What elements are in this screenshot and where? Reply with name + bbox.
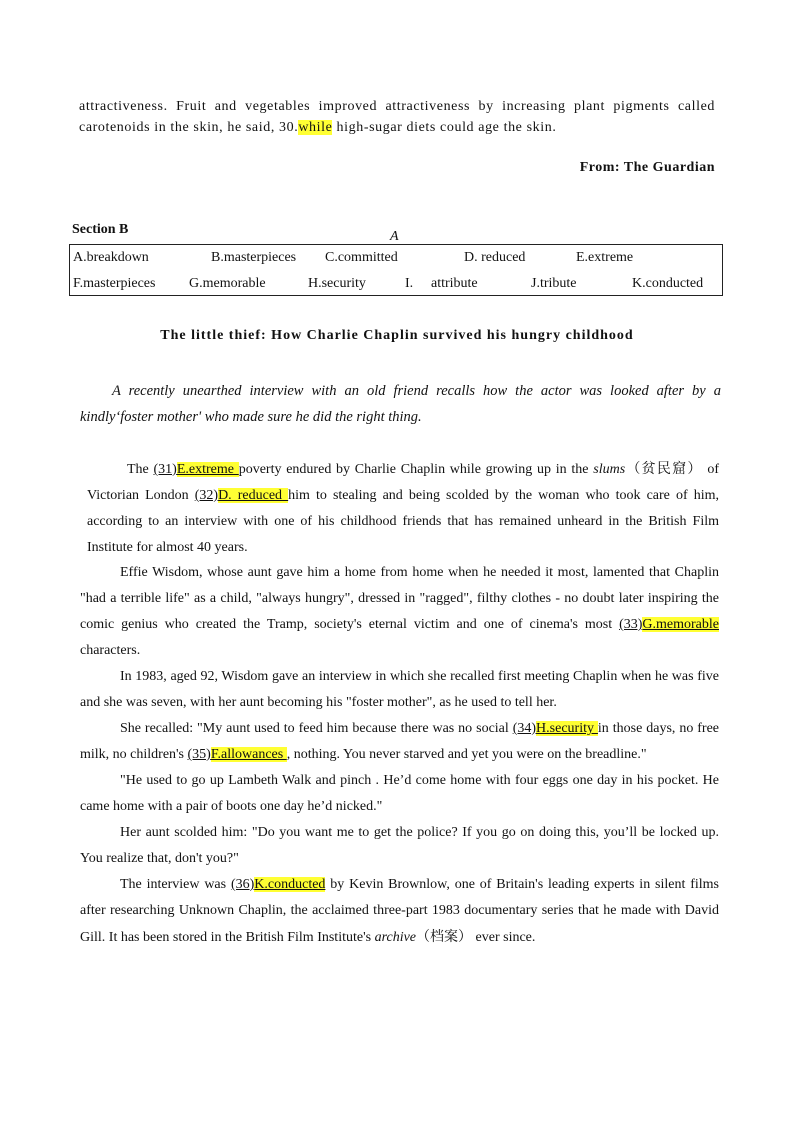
answer-36: K.conducted [254, 877, 326, 892]
paragraph-3: In 1983, aged 92, Wisdom gave an interview in which she recalled first meeting Chaplin when he was five and she was seven, with her aunt becoming his "foster mother", as he used to tell her. [80, 669, 719, 710]
section-letter: A [390, 229, 399, 244]
answer-31: E.extreme [176, 462, 239, 477]
option-f: F.masterpieces [73, 276, 156, 291]
option-d: D. reduced [464, 250, 526, 265]
blank-32-number: (32) [194, 488, 219, 503]
p1-text-c: of Victorian London [87, 462, 720, 503]
option-g: G.memorable [189, 276, 266, 291]
article-body [80, 560, 719, 951]
answer-30: while [298, 120, 333, 135]
blank-34-number: (34) [512, 721, 537, 736]
blank-31-number: (31) [153, 462, 177, 477]
blank-35-number: (35) [187, 747, 211, 762]
paragraph-5: "He used to go up Lambeth Walk and pinch . He’d come home with four eggs one day in his pocket. He came home with a pair of boots one day he’d nicked." [80, 773, 719, 814]
word-archive: archive [374, 930, 417, 945]
blank-36-number: (36) [230, 877, 255, 892]
option-i-word: attribute [431, 276, 478, 291]
archive-translation: （档案） [416, 929, 473, 945]
paragraph-1 [87, 456, 719, 561]
p1-text-d: him to stealing and being scolded by the woman who took care of him, according to an interview with one of his childhood friends that has remained unheard in the British Film Institute for almost 40 years. [87, 488, 719, 555]
top-text-before: attractiveness. Fruit and vegetables improved attractiveness by increasing plant pigments called carotenoids in the skin, he said, 30. [79, 99, 715, 135]
paragraph-4 [80, 716, 719, 768]
p1-text-a: The [127, 462, 154, 477]
source-credit: From: The Guardian [579, 160, 715, 175]
blank-33-number: (33) [619, 617, 643, 632]
article-intro: A recently unearthed interview with an old friend recalls how the actor was looked after by a kindly‘foster mother' who made sure he did the right thing. [80, 383, 721, 425]
answer-34: H.security [536, 721, 598, 736]
option-k: K.conducted [632, 276, 704, 291]
option-i: I. [405, 276, 414, 291]
p7-text-a: The interview was [120, 877, 231, 892]
answer-35: F.allowances [210, 747, 287, 762]
top-paragraph [79, 96, 715, 138]
paragraph-7 [80, 872, 719, 951]
answer-32: D. reduced [218, 488, 289, 503]
p2-text-a: Effie Wisdom, whose aunt gave him a home from home when he needed it most, lamented that Chaplin "had a terrible life" as a child, "always hungry", dressed in "ragged", filthy clothes - no doubt later inspiring the comic genius who created the Tramp, society's eternal victim and one of cinema's most [80, 565, 719, 632]
word-slums: slums [593, 462, 626, 477]
p2-text-b: characters. [80, 643, 141, 658]
option-j: J.tribute [531, 276, 577, 291]
word-bank-box [69, 244, 723, 296]
p7-text-b: by Kevin Brownlow, one of Britain's leading experts in silent films after researching Unknown Chaplin, the acclaimed three-part 1983 documentary series that he made with David Gill. It has been stored in the British Film Institute's [80, 877, 719, 945]
p1-text-b: poverty endured by Charlie Chaplin while growing up in the [238, 462, 594, 477]
p4-text-b: in those days, no free milk, no children's [80, 721, 720, 762]
section-label: Section B [72, 222, 129, 237]
option-c: C.committed [325, 250, 398, 265]
option-a: A.breakdown [73, 250, 149, 265]
article-title: The little thief: How Charlie Chaplin survived his hungry childhood [160, 328, 634, 343]
paragraph-6: Her aunt scolded him: "Do you want me to get the police? If you go on doing this, you’ll be locked up. You realize that, don't you?" [80, 825, 719, 866]
p7-text-c: ever since. [472, 930, 536, 945]
p4-text-a: She recalled: "My aunt used to feed him because there was no social [120, 721, 513, 736]
option-e: E.extreme [576, 250, 634, 265]
option-b: B.masterpieces [211, 250, 297, 265]
p4-text-c: , nothing. You never starved and yet you were on the breadline." [286, 747, 647, 762]
answer-33: G.memorable [642, 617, 719, 632]
slums-translation: （贫民窟） [625, 461, 703, 477]
paragraph-2 [80, 560, 719, 664]
top-text-after: high-sugar diets could age the skin. [332, 120, 557, 135]
option-h: H.security [308, 276, 366, 291]
